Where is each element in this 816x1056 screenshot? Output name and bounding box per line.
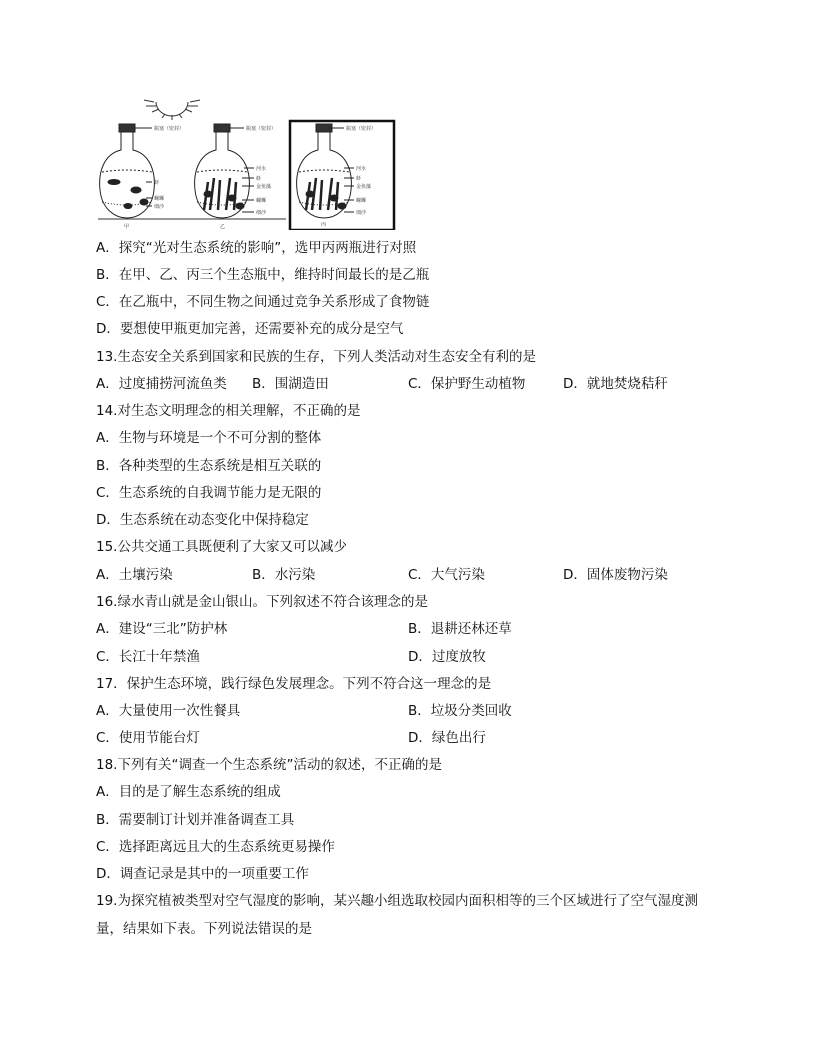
q18-option-a: A．目的是了解生态系统的组成 bbox=[96, 784, 281, 800]
q12-option-a: A．探究“光对生态系统的影响”，选甲丙两瓶进行对照 bbox=[96, 240, 417, 256]
q18-option-b: B．需要制订计划并准备调查工具 bbox=[96, 812, 295, 828]
q18-option-d: D．调查记录是其中的一项重要工作 bbox=[96, 866, 309, 882]
q14-option-c: C．生态系统的自我调节能力是无限的 bbox=[96, 485, 322, 501]
q15-option-c: C．大气污染 bbox=[408, 567, 485, 583]
q13-option-b: B．围湖造田 bbox=[252, 376, 329, 392]
q13-option-c: C．保护野生动植物 bbox=[408, 376, 526, 392]
q16-option-b: B．退耕还林还草 bbox=[408, 621, 512, 637]
label-water-2: 河水 bbox=[256, 166, 267, 172]
q17-option-b: B．垃圾分类回收 bbox=[408, 703, 512, 719]
q16-stem: 16.绿水青山就是金山银山。下列叙述不符合该理念的是 bbox=[96, 594, 428, 610]
q14-option-b: B．各种类型的生态系统是相互关联的 bbox=[96, 458, 322, 474]
q15-option-b: B．水污染 bbox=[252, 567, 316, 583]
q13-option-a: A．过度捕捞河流鱼类 bbox=[96, 376, 227, 392]
label-snail-1: 螺蛳 bbox=[154, 196, 165, 202]
label-goldfish-3: 金鱼藻 bbox=[356, 184, 372, 190]
label-snail-3: 螺蛳 bbox=[356, 198, 367, 204]
q13-stem: 13.生态安全关系到国家和民族的生存，下列人类活动对生态安全有利的是 bbox=[96, 349, 536, 365]
q12-option-d: D．要想使甲瓶更加完善，还需要补充的成分是空气 bbox=[96, 321, 404, 337]
bottle-jia bbox=[100, 124, 155, 218]
label-shrimp-2: 虾 bbox=[256, 176, 262, 182]
q15-option-a: A．土壤污染 bbox=[96, 567, 173, 583]
q17-option-a: A．大量使用一次性餐具 bbox=[96, 703, 241, 719]
label-water-3: 河水 bbox=[356, 166, 367, 172]
label-cap-2: 瓶塞（密封） bbox=[246, 126, 277, 132]
q14-option-d: D．生态系统在动态变化中保持稳定 bbox=[96, 512, 309, 528]
sun-icon bbox=[144, 100, 200, 120]
q14-option-a: A．生物与环境是一个不可分割的整体 bbox=[96, 430, 322, 446]
bottle-bing bbox=[297, 124, 354, 218]
q12-option-b: B．在甲、乙、丙三个生态瓶中，维持时间最长的是乙瓶 bbox=[96, 267, 430, 283]
label-shrimp-1: 虾 bbox=[154, 180, 160, 186]
ecosystem-bottles-figure bbox=[96, 94, 398, 230]
q18-stem: 18.下列有关“调查一个生态系统”活动的叙述，不正确的是 bbox=[96, 757, 442, 773]
label-cap-3: 瓶塞（密封） bbox=[346, 126, 377, 132]
label-goldfish-2: 金鱼藻 bbox=[256, 184, 272, 190]
bottle-yi bbox=[195, 124, 254, 218]
label-cap-1: 瓶塞（密封） bbox=[154, 126, 185, 132]
q12-option-c: C．在乙瓶中，不同生物之间通过竞争关系形成了食物链 bbox=[96, 294, 430, 310]
q13-option-d: D．就地焚烧秸秆 bbox=[563, 376, 668, 392]
q15-option-d: D．固体废物污染 bbox=[563, 567, 668, 583]
label-shrimp-3: 虾 bbox=[356, 176, 362, 182]
q19-stem-line1: 19.为探究植被类型对空气湿度的影响，某兴趣小组选取校园内面积相等的三个区域进行了空气湿度测 bbox=[96, 893, 698, 909]
q17-option-d: D．绿色出行 bbox=[408, 730, 486, 746]
q14-stem: 14.对生态文明理念的相关理解，不正确的是 bbox=[96, 403, 361, 419]
q19-stem-line2: 量，结果如下表。下列说法错误的是 bbox=[96, 921, 312, 937]
label-sand-1: 细沙 bbox=[154, 204, 165, 210]
q17-stem: 17．保护生态环境，践行绿色发展理念。下列不符合这一理念的是 bbox=[96, 676, 492, 692]
label-sand-3: 细沙 bbox=[356, 210, 367, 216]
label-yi: 乙 bbox=[220, 224, 226, 230]
label-snail-2: 螺蛳 bbox=[256, 198, 267, 204]
q15-stem: 15.公共交通工具既便利了大家又可以减少 bbox=[96, 539, 347, 555]
q16-option-a: A．建设“三北”防护林 bbox=[96, 621, 228, 637]
label-sand-2: 细沙 bbox=[256, 210, 267, 216]
q17-option-c: C．使用节能台灯 bbox=[96, 730, 200, 746]
q16-option-c: C．长江十年禁渔 bbox=[96, 649, 200, 665]
q18-option-c: C．选择距离远且大的生态系统更易操作 bbox=[96, 839, 335, 855]
label-bing: 丙 bbox=[321, 222, 327, 228]
q16-option-d: D．过度放牧 bbox=[408, 649, 486, 665]
label-jia: 甲 bbox=[124, 224, 130, 230]
